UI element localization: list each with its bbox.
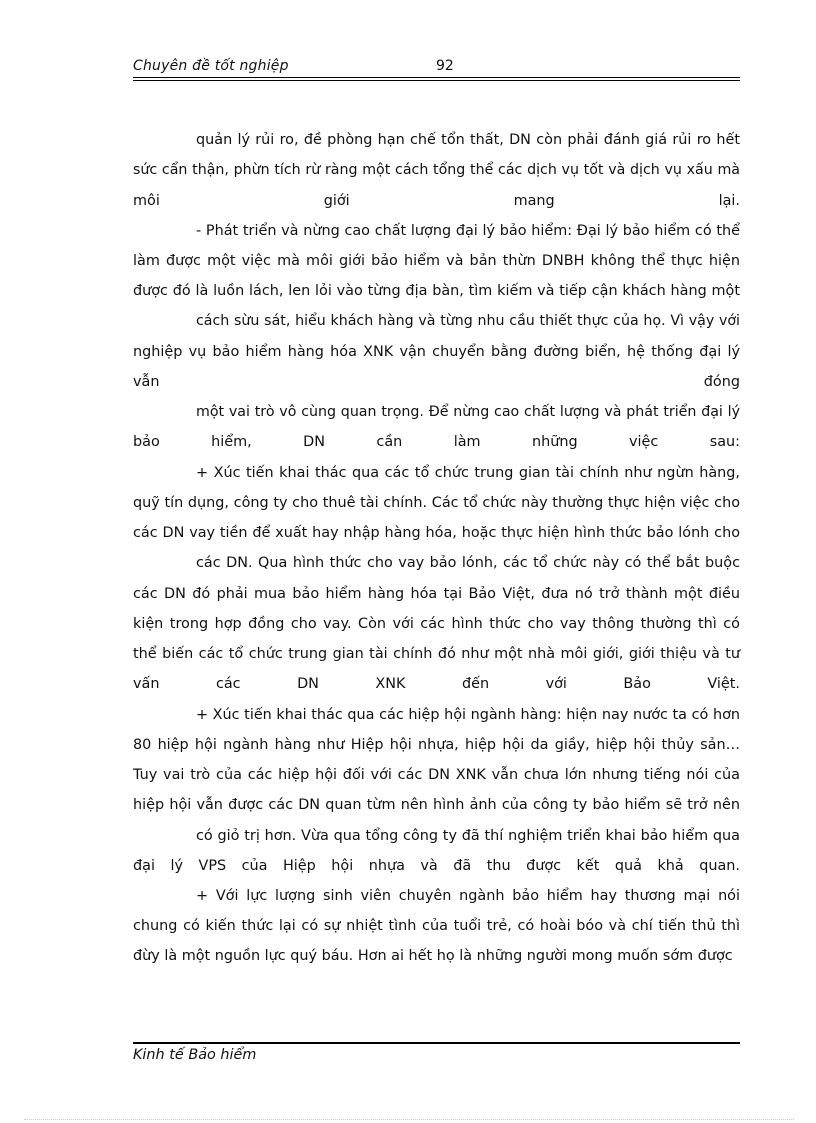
body-line: 80 hiệp hội ngành hàng như Hiệp hội nhựa, hiệp hội da giầy, hiệp hội thủy sản… [133,737,740,753]
body-line: đừy là một nguồn lực quý báu. Hơn ai hết họ là những người mong muốn sớm được [133,948,733,964]
body-line: các DN vay tiền để xuất hay nhập hàng hóa, hoặc thực hiện hình thức bảo lónh cho [133,525,740,541]
body-line: đại lý VPS của Hiệp hội nhựa và đã thu được kết quả khả quan. [133,858,740,874]
page-number: 92 [436,58,454,74]
body-line: các DN. Qua hình thức cho vay bảo lónh, các tổ chức này có thể bắt buộc [196,555,740,571]
header-title: Chuyên đề tốt nghiệp [133,58,289,74]
body-line: một vai trò vô cùng quan trọng. Để nừng cao chất lượng và phát triển đại lý [196,404,740,420]
body-line: các DN đó phải mua bảo hiểm hàng hóa tại Bảo Việt, đưa nó trở thành một điều [133,586,740,602]
body-line: cách sừu sát, hiểu khách hàng và từng nhu cầu thiết thực của họ. Vì vậy với [196,313,740,329]
body-line: hiệp hội vẫn được các DN quan từm nên hình ảnh của công ty bảo hiểm sẽ trở nên [133,797,740,813]
body-line: vẫn đóng [133,374,740,390]
body-line: thể biến các tổ chức trung gian tài chính đó như một nhà môi giới, giới thiệu và tư [133,646,740,662]
body-line: bảo hiểm, DN cần làm những việc sau: [133,434,740,450]
header-rule-bottom [133,80,740,81]
body-line: chung có kiến thức lại có sự nhiệt tình của tuổi trẻ, có hoài bóo và chí tiến thủ thì [133,918,740,934]
body-line: sức cẩn thận, phừn tích rừ ràng một cách tổng thể các dịch vụ tốt và dịch vụ xấu mà [133,162,740,178]
body-line: + Xúc tiến khai thác qua các hiệp hội ngành hàng: hiện nay nước ta có hơn [196,707,740,723]
body-line: quản lý rủi ro, đề phòng hạn chế tổn thất, DN còn phải đánh giá rủi ro hết [196,132,740,148]
page-edge-dotted-line [24,1119,794,1120]
footer-rule [133,1042,740,1044]
body-line: làm được một việc mà môi giới bảo hiểm và bản thừn DNBH không thể thực hiện [133,253,740,269]
body-line: vấn các DN XNK đến với Bảo Việt. [133,676,740,692]
body-line: quỹ tín dụng, công ty cho thuê tài chính. Các tổ chức này thường thực hiện việc cho [133,495,740,511]
body-line: có giỏ trị hơn. Vừa qua tổng công ty đã thí nghiệm triển khai bảo hiểm qua [196,828,740,844]
body-line: + Với lực lượng sinh viên chuyên ngành bảo hiểm hay thương mại nói [196,888,740,904]
body-line: Tuy vai trò của các hiệp hội đối với các DN XNK vẫn chưa lớn nhưng tiếng nói của [133,767,740,783]
footer-title: Kinh tế Bảo hiểm [133,1047,257,1063]
body-line: môi giới mang lại. [133,193,740,209]
body-line: + Xúc tiến khai thác qua các tổ chức trung gian tài chính như ngừn hàng, [196,465,740,481]
body-line: - Phát triển và nừng cao chất lượng đại lý bảo hiểm: Đại lý bảo hiểm có thể [196,223,740,239]
body-line: kiện trong hợp đồng cho vay. Còn với các hình thức cho vay thông thường thì có [133,616,740,632]
body-line: nghiệp vụ bảo hiểm hàng hóa XNK vận chuyển bằng đường biển, hệ thống đại lý [133,344,740,360]
body-line: được đó là luồn lách, len lỏi vào từng địa bàn, tìm kiếm và tiếp cận khách hàng một [133,283,740,299]
header-rule-top [133,77,740,78]
page-header [133,56,740,80]
